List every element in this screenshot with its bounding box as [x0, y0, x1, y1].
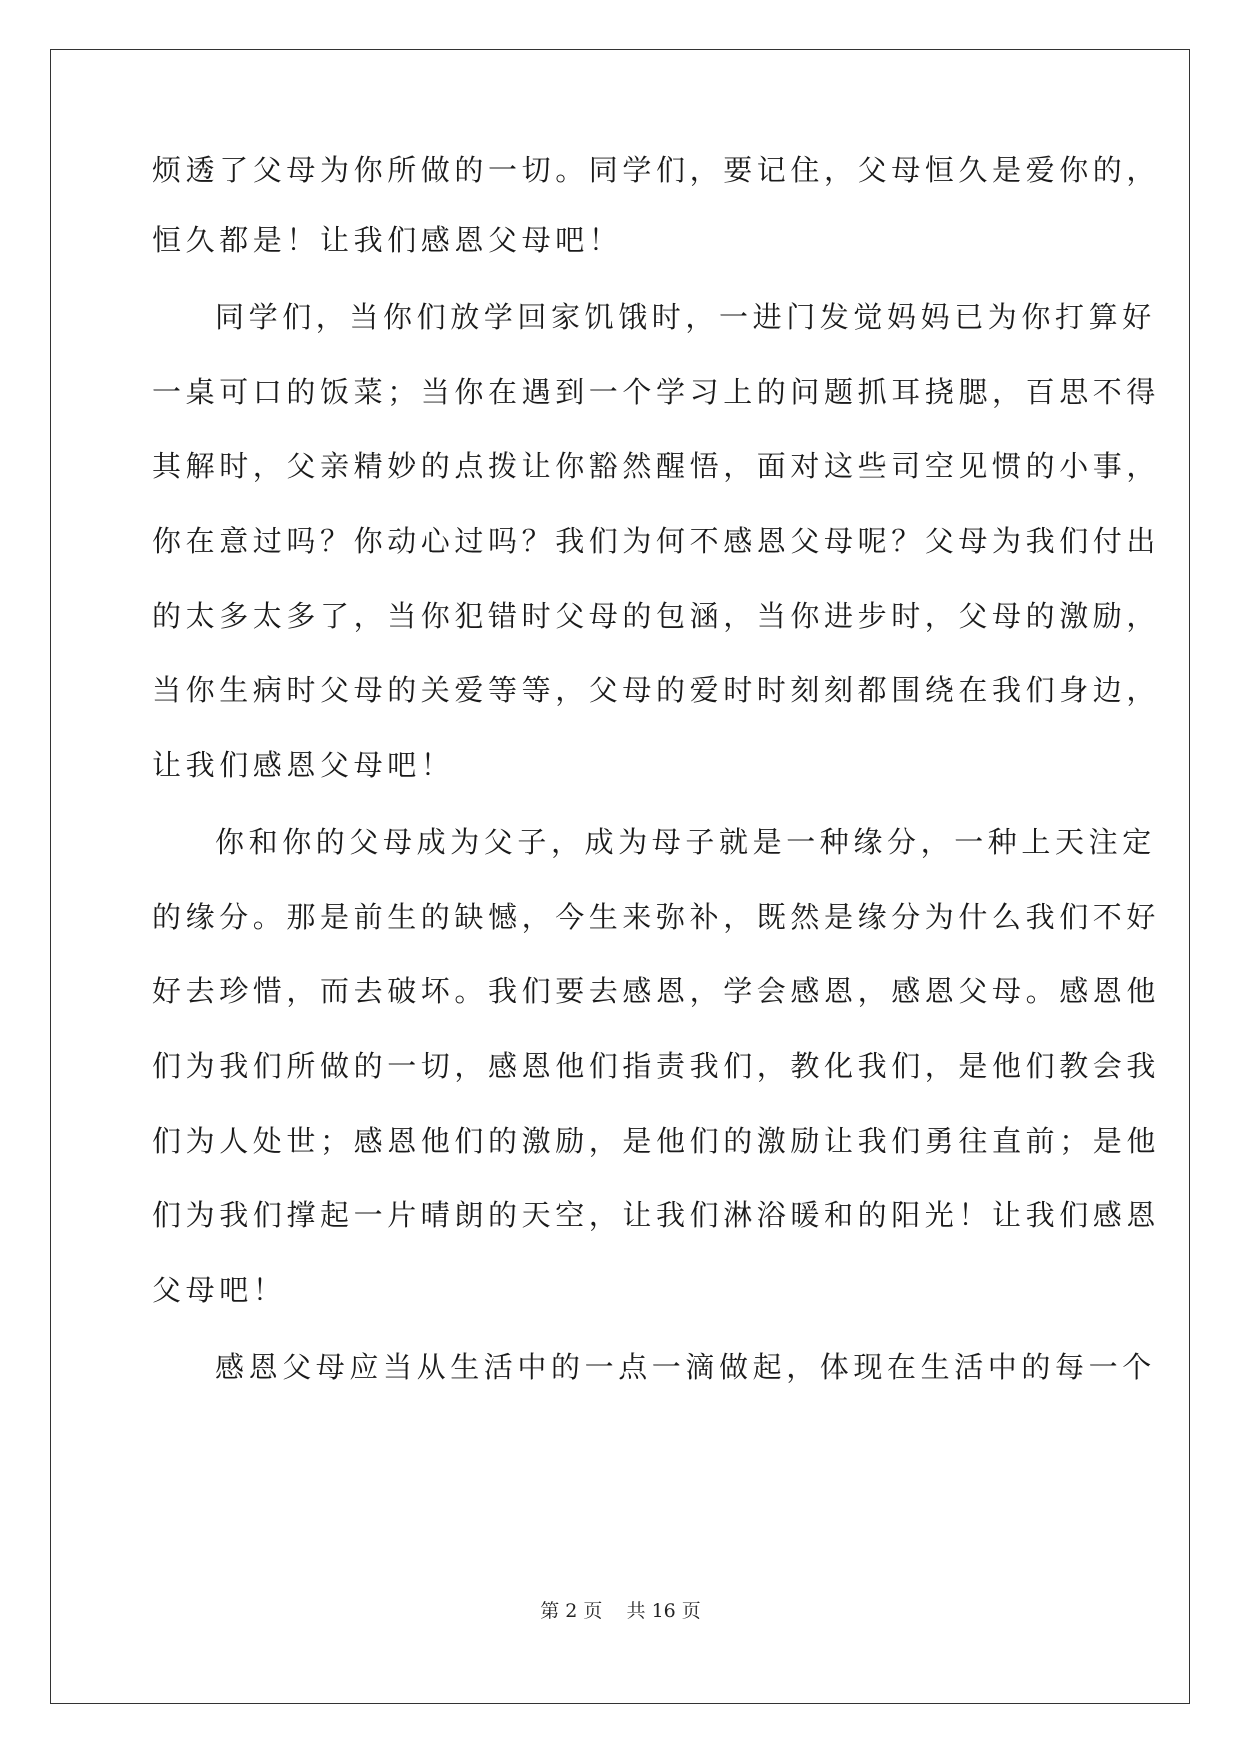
text-line: 的太多太多了，当你犯错时父母的包涵，当你进步时，父母的激励，	[152, 599, 1161, 633]
text-line: 好去珍惜，而去破坏。我们要去感恩，学会感恩，感恩父母。感恩他	[152, 974, 1161, 1008]
page-number-footer: 第 2 页 共 16 页	[540, 1600, 701, 1622]
text-line: 一桌可口的饭菜；当你在遇到一个学习上的问题抓耳挠腮，百思不得	[152, 375, 1161, 409]
text-line: 的缘分。那是前生的缺憾，今生来弥补，既然是缘分为什么我们不好	[152, 900, 1161, 934]
text-line: 恒久都是！让我们感恩父母吧！	[152, 223, 623, 257]
text-line: 父母吧！	[152, 1273, 287, 1307]
text-line: 们为我们所做的一切，感恩他们指责我们，教化我们，是他们教会我	[152, 1049, 1161, 1083]
paragraph-start-line: 你和你的父母成为父子，成为母子就是一种缘分，一种上天注定	[215, 825, 1156, 859]
paragraph-start-line: 同学们，当你们放学回家饥饿时，一进门发觉妈妈已为你打算好	[215, 300, 1156, 334]
text-line: 烦透了父母为你所做的一切。同学们，要记住，父母恒久是爱你的，	[152, 153, 1161, 187]
text-line: 们为我们撑起一片晴朗的天空，让我们淋浴暖和的阳光！让我们感恩	[152, 1198, 1161, 1232]
text-line: 让我们感恩父母吧！	[152, 748, 455, 782]
paragraph-start-line: 感恩父母应当从生活中的一点一滴做起，体现在生活中的每一个	[215, 1350, 1156, 1384]
text-line: 你在意过吗？你动心过吗？我们为何不感恩父母呢？父母为我们付出	[152, 524, 1161, 558]
text-line: 当你生病时父母的关爱等等，父母的爱时时刻刻都围绕在我们身边，	[152, 673, 1161, 707]
text-line: 其解时，父亲精妙的点拨让你豁然醒悟，面对这些司空见惯的小事，	[152, 449, 1161, 483]
text-line: 们为人处世；感恩他们的激励，是他们的激励让我们勇往直前；是他	[152, 1124, 1161, 1158]
